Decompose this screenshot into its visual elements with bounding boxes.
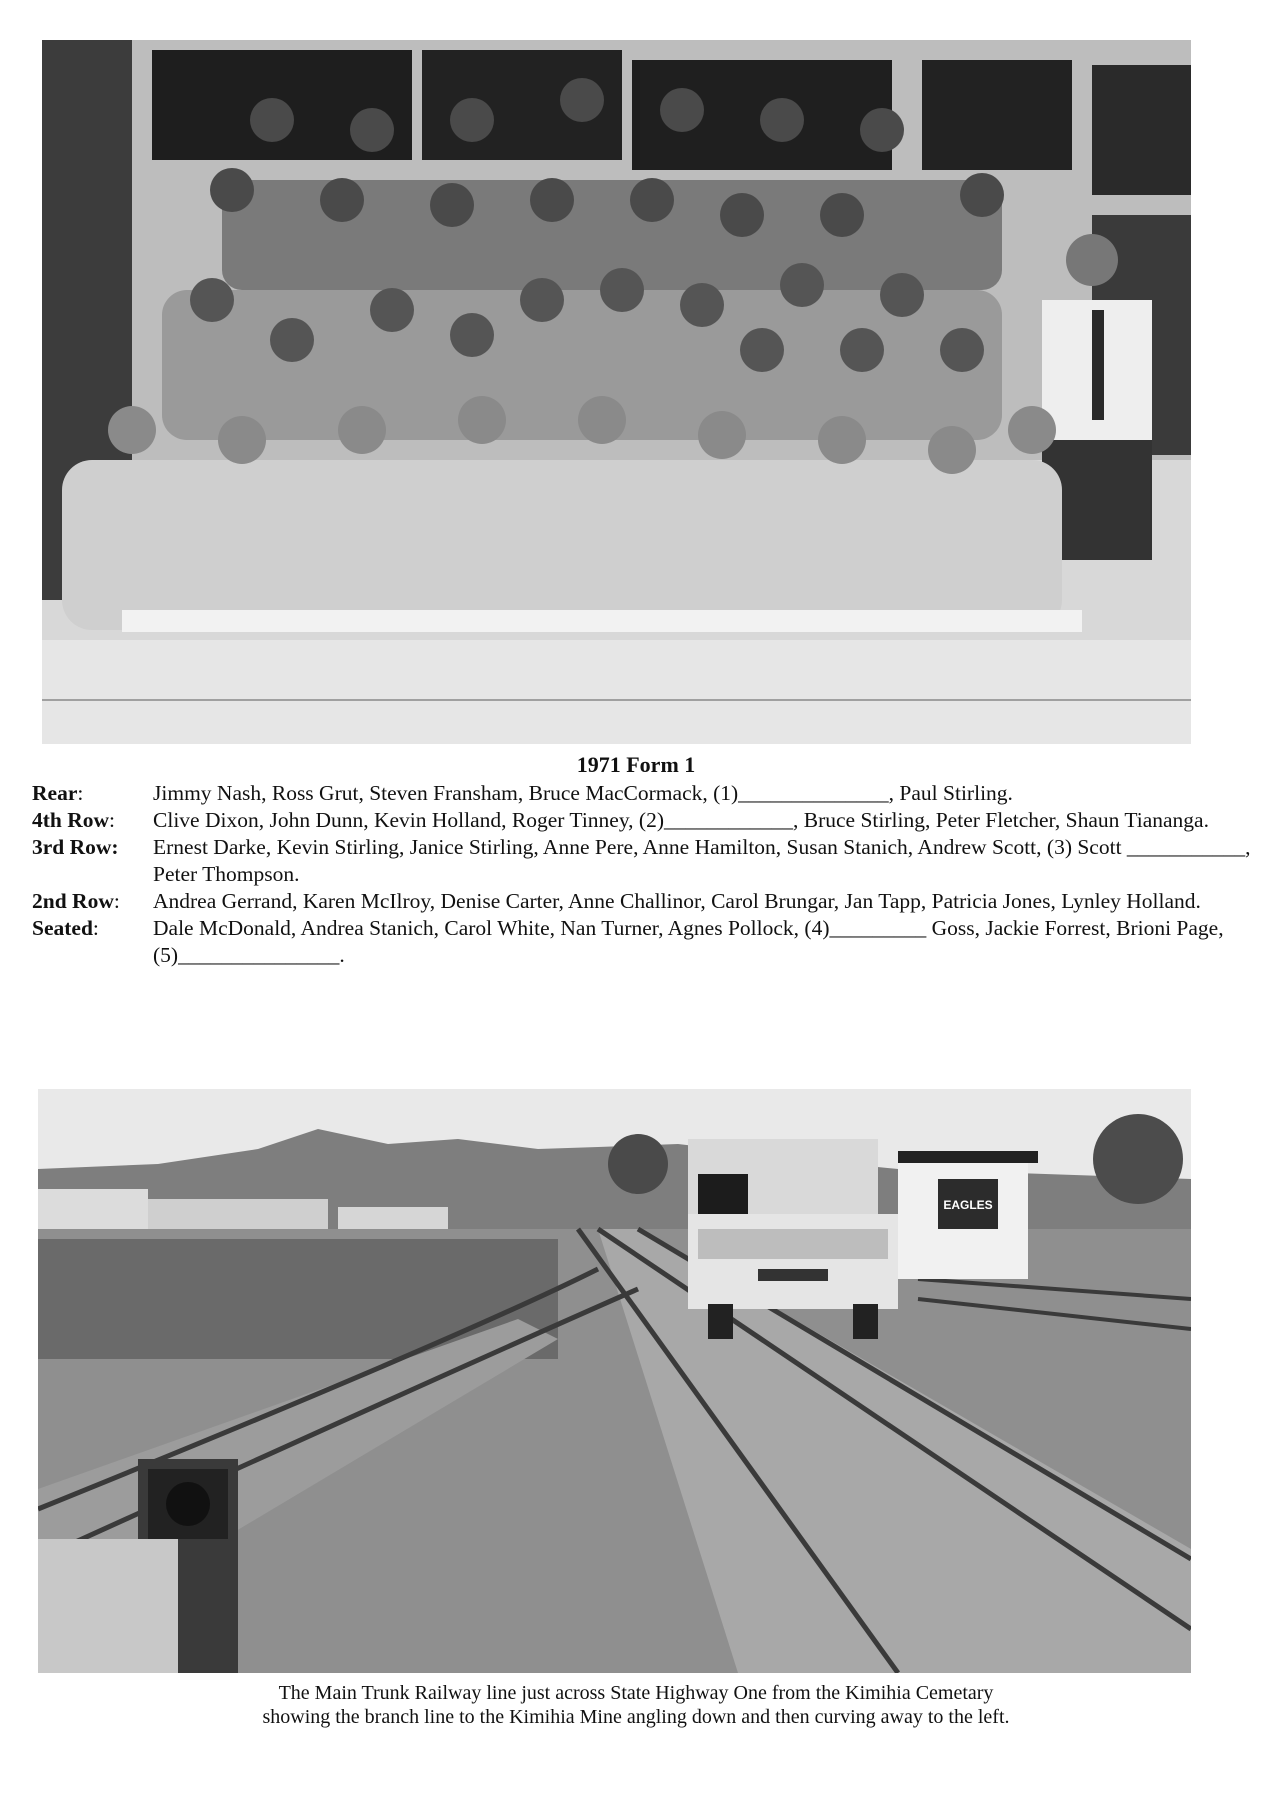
row-label: 4th Row <box>32 808 110 832</box>
class-photo-image <box>42 40 1191 744</box>
name-row-4th <box>32 807 1262 834</box>
row-names: Jimmy Nash, Ross Grut, Steven Fransham, Bruce MacCormack, (1)______________, Paul Stirling. <box>153 781 1013 805</box>
caption-line-1: The Main Trunk Railway line just across State Highway One from the Kimihia Cemetary <box>278 1682 994 1704</box>
row-label: Rear <box>32 781 78 805</box>
row-names: Dale McDonald, Andrea Stanich, Carol White, Nan Turner, Agnes Pollock, (4)_________ Goss, Jackie Forrest, Brioni Page, (5)_______________. <box>153 916 1224 967</box>
row-label: Seated <box>32 916 93 940</box>
eagles-sign: EAGLES <box>943 1198 993 1212</box>
row-label: 3rd Row: <box>32 835 119 859</box>
row-names: Andrea Gerrand, Karen McIlroy, Denise Carter, Anne Challinor, Carol Brungar, Jan Tapp, Patricia Jones, Lynley Holland. <box>153 889 1201 913</box>
name-row-3rd <box>32 834 1262 888</box>
row-label-suffix: : <box>109 808 116 832</box>
railway-photo <box>38 1089 1191 1673</box>
name-row-seated <box>32 915 1262 969</box>
class-photo-1971 <box>42 40 1191 744</box>
class-photo-heading: 1971 Form 1 <box>576 752 696 777</box>
name-row-rear <box>32 780 1262 807</box>
row-names: Ernest Darke, Kevin Stirling, Janice Stirling, Anne Pere, Anne Hamilton, Susan Stanich, Andrew Scott, (3) Scott ___________, Peter Thompson. <box>153 835 1251 886</box>
row-label-suffix: : <box>92 916 99 940</box>
railway-photo-image <box>38 1089 1191 1673</box>
row-label: 2nd Row <box>32 889 114 913</box>
class-name-list <box>32 780 1262 969</box>
row-names: Clive Dixon, John Dunn, Kevin Holland, Roger Tinney, (2)____________, Bruce Stirling, Peter Fletcher, Shaun Tiananga. <box>153 808 1209 832</box>
row-label-suffix: : <box>113 889 120 913</box>
name-row-2nd <box>32 888 1262 915</box>
caption-line-2: showing the branch line to the Kimihia Mine angling down and then curving away to the left. <box>262 1706 1010 1728</box>
railway-photo-caption <box>0 1681 1272 1729</box>
row-label-suffix: : <box>77 781 84 805</box>
